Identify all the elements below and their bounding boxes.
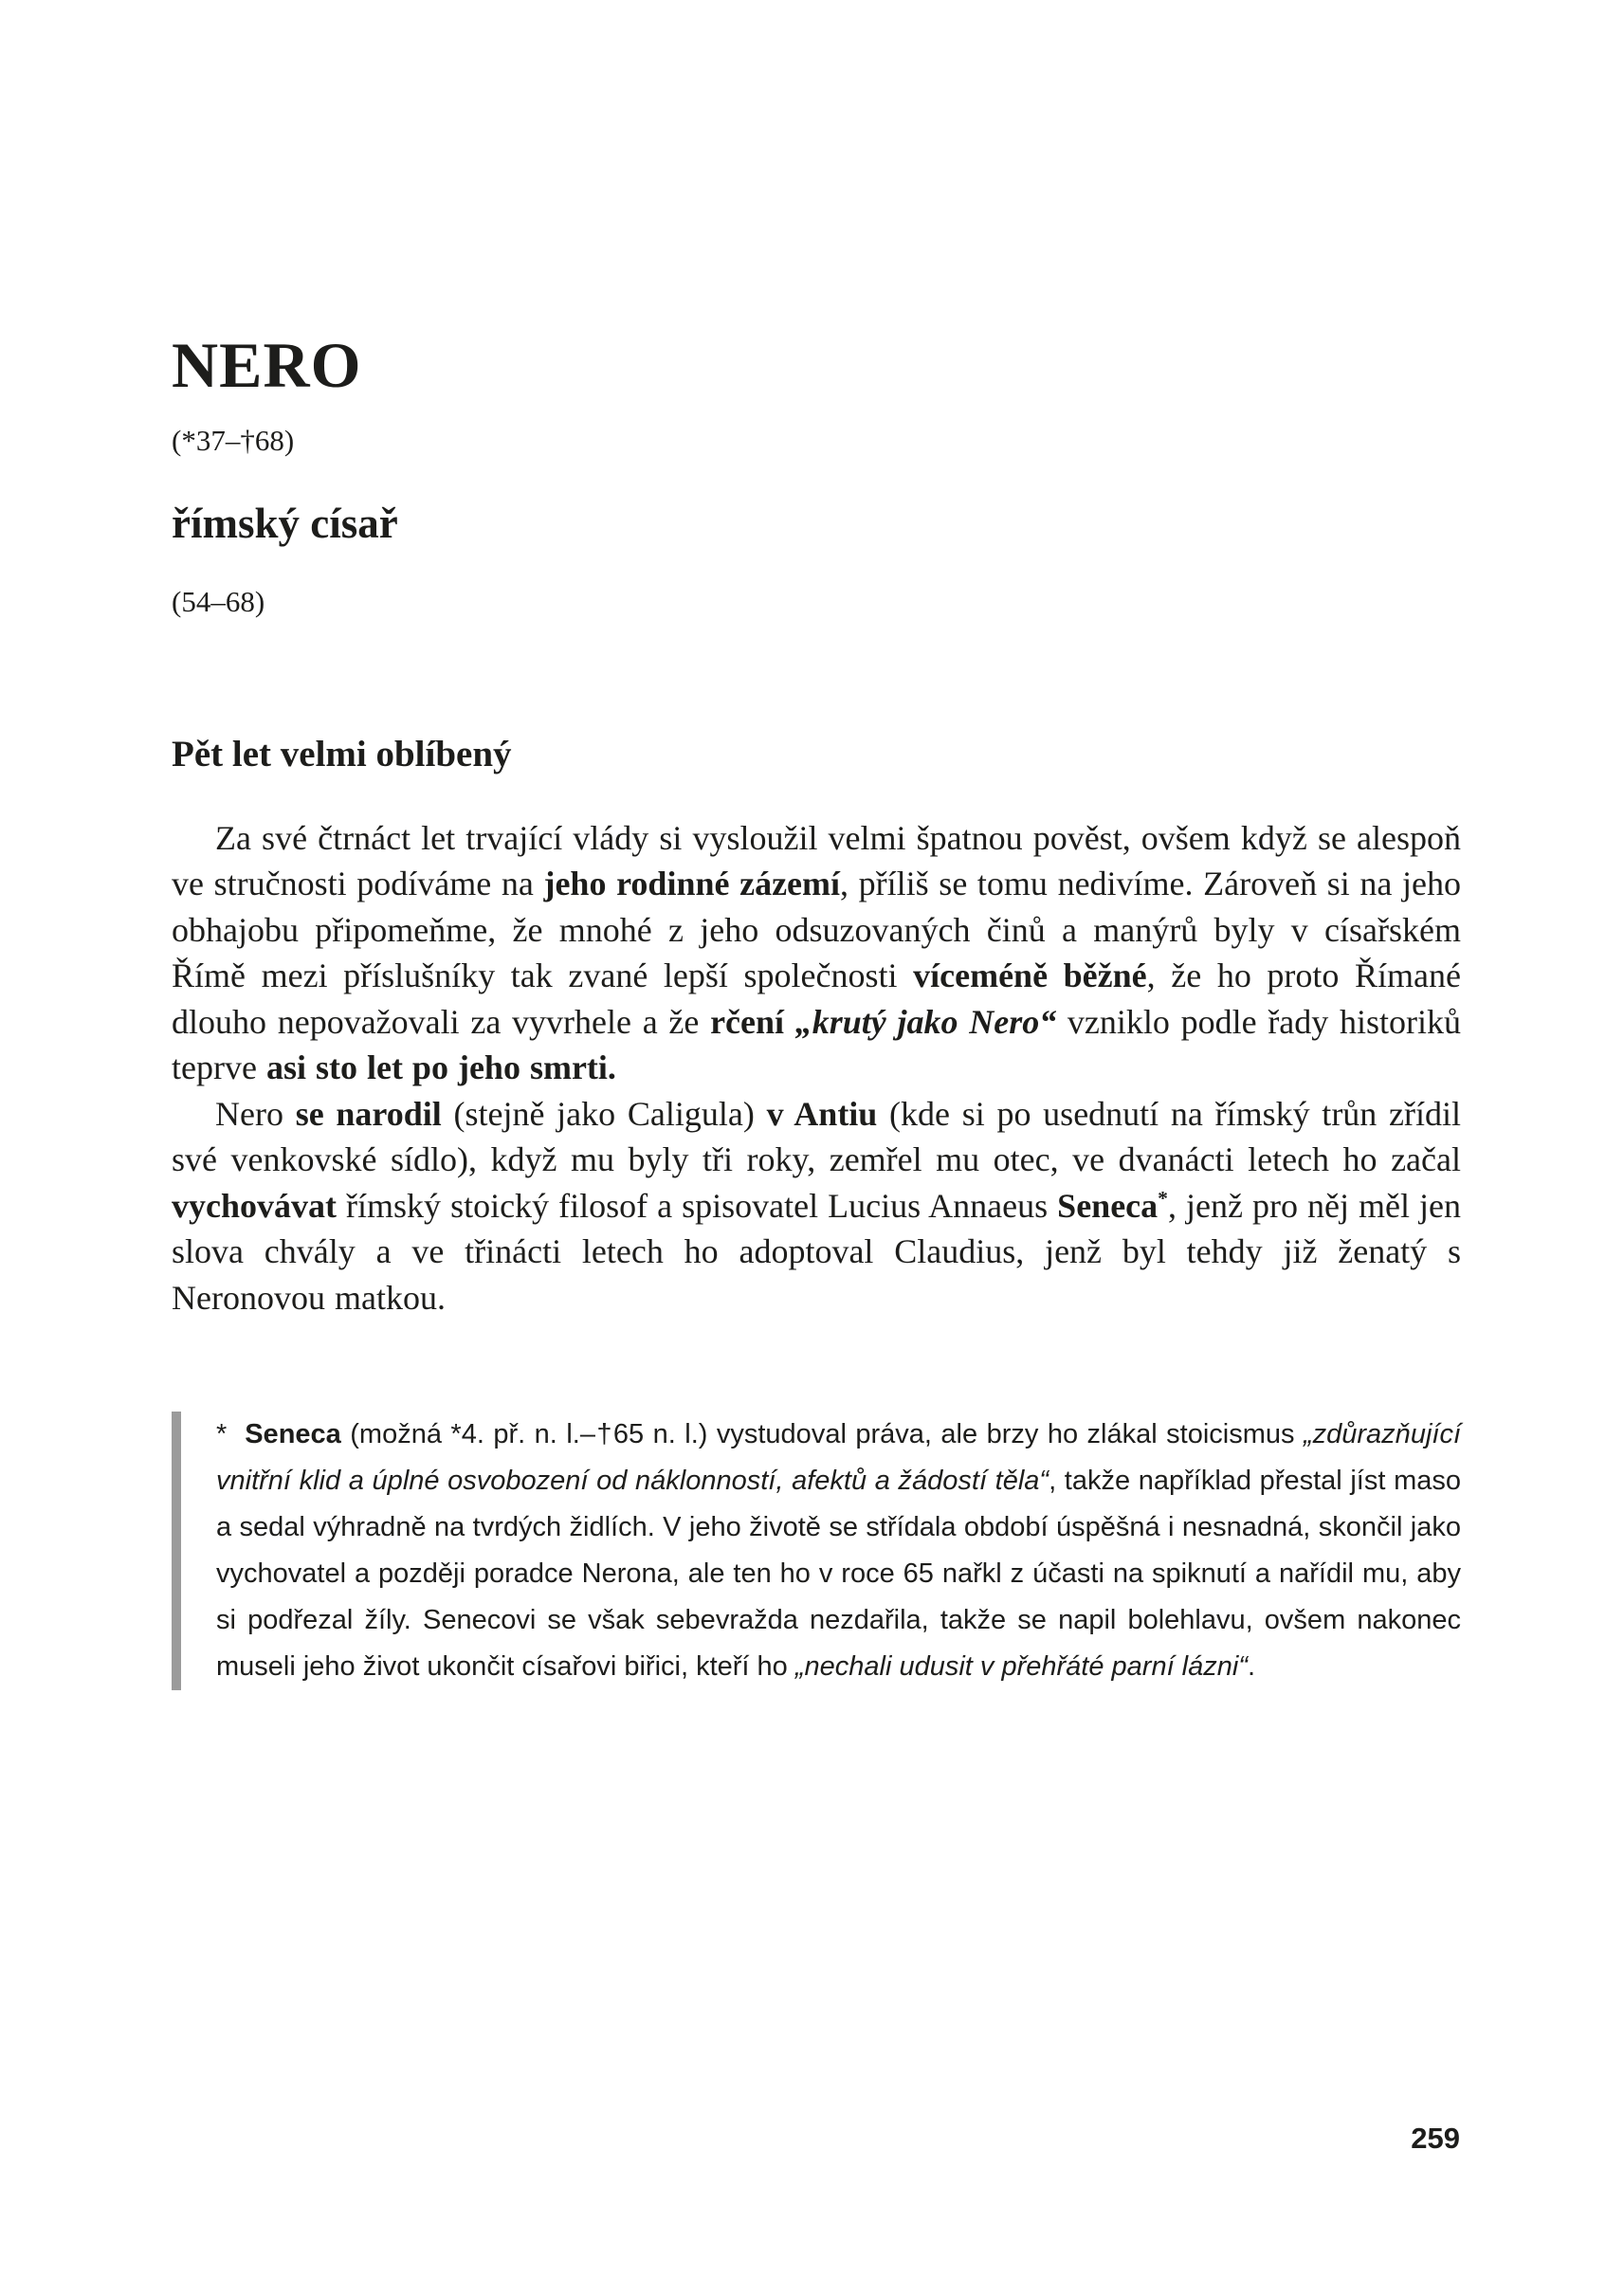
role-subtitle: římský císař <box>172 500 398 548</box>
reign-dates: (54–68) <box>172 584 265 618</box>
life-dates: (*37–†68) <box>172 424 295 458</box>
body-paragraph-1: Za své čtrnáct let trvající vlády si vysloužil velmi špatnou pověst, ovšem když se alespoň ve stručnosti podíváme na jeho rodinné zázemí, příliš se tomu nedivíme. Zároveň si na jeho obhajobu připomeňme, že mnohé z jeho odsuzovaných činů a manýrů byly v císařském Římě mezi příslušníky tak zvané lepší společnosti víceméně běžné, že ho proto Římané dlouho nepovažovali za vyvrhele a že rčení „krutý jako Nero“ vzniklo podle řady historiků teprve asi sto let po jeho smrti. <box>172 818 1462 1087</box>
section-heading: Pět let velmi oblíbený <box>172 733 512 774</box>
footnote-rule-bar <box>172 1412 181 1690</box>
footnote-text: * Seneca (možná *4. př. n. l.–†65 n. l.) vystudoval práva, ale brzy ho zlákal stoicismus „zdůrazňující vnitřní klid a úplné osvobození od náklonností, afektů a žádostí těla“, takže například přestal jíst maso a sedal výhradně na tvrdých židlích. V jeho životě se střídala období úspěšná i nesnadná, skončil jako vychovatel a později poradce Nerona, ale ten ho v roce 65 nařkl z účasti na spiknutí a nařídil mu, aby si podřezal žíly. Senecovi se však sebevražda nezdařila, takže se napil bolehlavu, ovšem nakonec museli jeho život ukončit císařovi biřici, kteří ho „nechali udusit v přehřáté parní lázni“. <box>216 1419 1461 1683</box>
page-title: NERO <box>172 329 362 401</box>
body-paragraph-2: Nero se narodil (stejně jako Caligula) v Antiu (kde si po usednutí na římský trůn zřídil své venkovské sídlo), když mu byly tři roky, zemřel mu otec, ve dvanácti letech ho začal vychovávat římský stoický filosof a spisovatel Lucius Annaeus Seneca*, jenž pro něj měl jen slova chvály a ve třinácti letech ho adoptoval Claudius, jenž byl tehdy již ženatý s Neronovou matkou. <box>172 1094 1462 1317</box>
page-number: 259 <box>1411 2122 1460 2155</box>
footnote-block <box>172 1412 1461 1690</box>
page-content <box>172 329 1462 1690</box>
